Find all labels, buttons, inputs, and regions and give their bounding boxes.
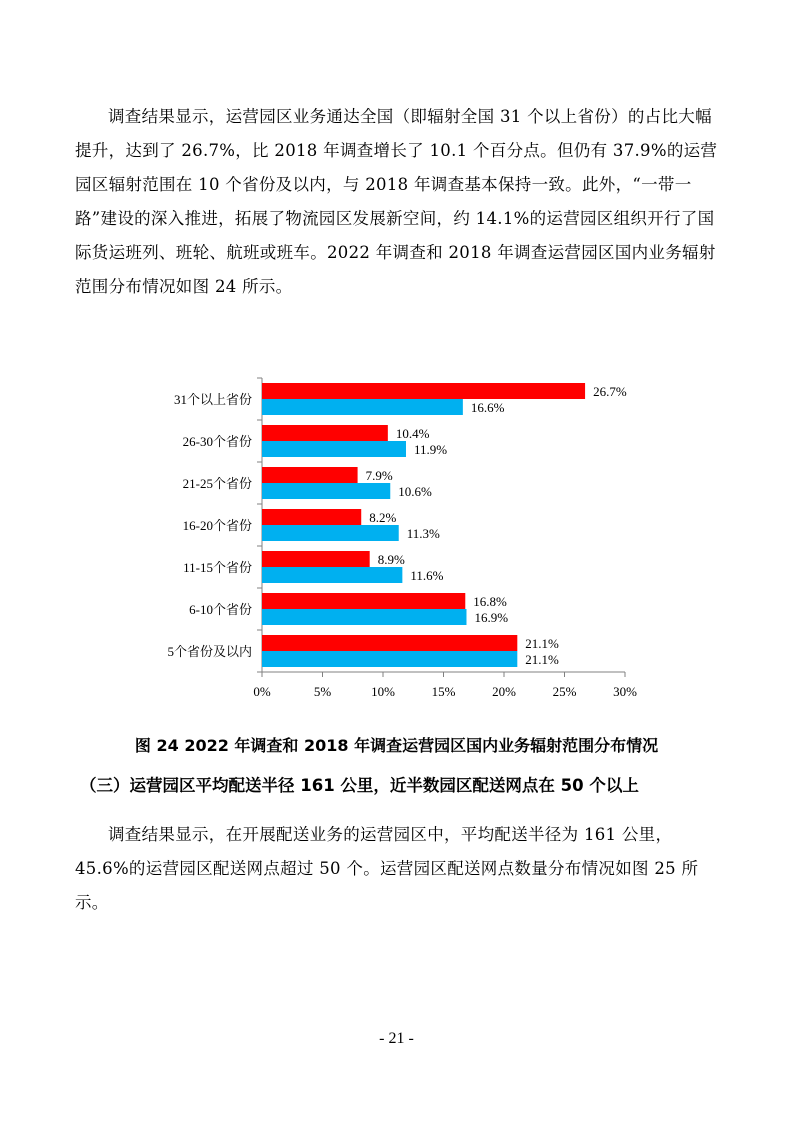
- x-tick-label: 30%: [613, 684, 637, 699]
- data-label: 21.1%: [525, 636, 559, 651]
- bar-2018: [262, 441, 406, 457]
- data-label: 21.1%: [525, 652, 559, 667]
- x-tick-label: 0%: [253, 684, 271, 699]
- data-label: 8.9%: [377, 552, 405, 567]
- data-label: 10.4%: [395, 426, 430, 441]
- data-label: 7.9%: [365, 468, 393, 483]
- category-label: 21-25个省份: [182, 476, 252, 491]
- bar-2018: [262, 651, 517, 667]
- bar-2018: [262, 609, 466, 625]
- x-tick-label: 5%: [313, 684, 332, 699]
- bar-2022: [262, 593, 465, 609]
- page-number: - 21 -: [379, 1030, 414, 1047]
- section-heading: （三）运营园区平均配送半径 161 公里，近半数园区配送网点在 50 个以上: [80, 776, 639, 795]
- bar-chart-svg: [140, 372, 660, 712]
- bar-2022: [262, 635, 517, 651]
- bar-2018: [262, 525, 399, 541]
- figure-caption: 图 24 2022 年调查和 2018 年调查运营园区国内业务辐射范围分布情况: [134, 736, 659, 755]
- data-label: 16.8%: [473, 594, 507, 609]
- bar-2022: [262, 467, 358, 483]
- x-tick-label: 10%: [371, 684, 395, 699]
- bar-2022: [262, 551, 370, 567]
- category-label: 26-30个省份: [182, 434, 252, 449]
- category-label: 5个省份及以内: [167, 644, 252, 659]
- radiation-range-chart: [140, 372, 660, 712]
- data-label: 11.6%: [410, 568, 444, 583]
- x-tick-label: 25%: [552, 684, 577, 699]
- x-tick-label: 15%: [431, 684, 456, 699]
- data-label: 8.2%: [369, 510, 397, 525]
- delivery-paragraph: 调查结果显示，在开展配送业务的运营园区中，平均配送半径为 161 公里，45.6%的运营园区配送网点超过 50 个。运营园区配送网点数量分布情况如图 25 所示。: [75, 825, 699, 912]
- data-label: 10.6%: [398, 484, 432, 499]
- category-label: 16-20个省份: [182, 518, 252, 533]
- category-label: 31个以上省份: [173, 392, 252, 407]
- bar-2022: [262, 509, 361, 525]
- category-label: 6-10个省份: [189, 602, 252, 617]
- x-tick-label: 20%: [492, 684, 516, 699]
- bar-2018: [262, 483, 390, 499]
- category-label: 11-15个省份: [183, 560, 252, 575]
- data-label: 26.7%: [593, 384, 627, 399]
- bar-2022: [262, 383, 585, 399]
- bar-2018: [262, 399, 463, 415]
- data-label: 11.9%: [413, 442, 448, 457]
- data-label: 11.3%: [406, 526, 440, 541]
- data-label: 16.6%: [470, 400, 505, 415]
- data-label: 16.9%: [474, 610, 509, 625]
- bar-2018: [262, 567, 402, 583]
- bar-2022: [262, 425, 388, 441]
- intro-paragraph: 调查结果显示，运营园区业务通达全国（即辐射全国 31 个以上省份）的占比大幅提升，达到了 26.7%，比 2018 年调查增长了 10.1 个百分点。但仍有 37.9%的运营园区辐射范围在 10 个省份及以内，与 2018 年调查基本保持一致。此外，“一带一路”建设的深入推进，拓展了物流园区发展新空间，约 14.1%的运营园区组织开行了国际货运班列、班轮、航班或班车。2022 年调查和 2018 年调查运营园区国内业务辐射范围分布情况如图 24 所示。: [75, 107, 718, 296]
